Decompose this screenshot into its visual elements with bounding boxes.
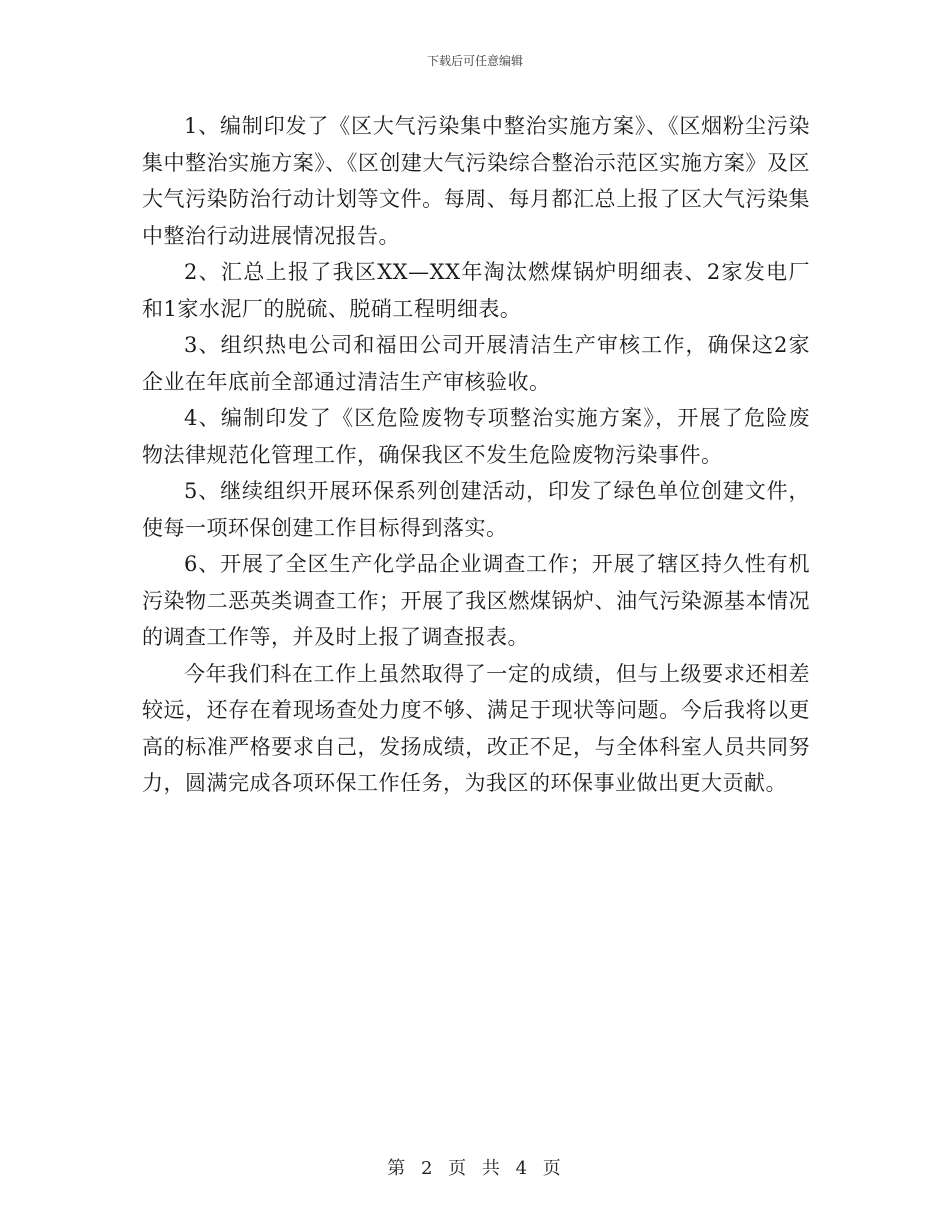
paragraph-item-4: 4、编制印发了《区危险废物专项整治实施方案》，开展了危险废物法律规范化管理工作，确保我区不发生危险废物污染事件。: [142, 406, 810, 467]
document-body: [142, 108, 810, 802]
paragraph-item-6: 6、开展了全区生产化学品企业调查工作；开展了辖区持久性有机污染物二恶英类调查工作；开展了我区燃煤锅炉、油气污染源基本情况的调查工作等，并及时上报了调查报表。: [142, 552, 810, 649]
paragraph-item-5: 5、继续组织开展环保系列创建活动，印发了绿色单位创建文件，使每一项环保创建工作目标得到落实。: [142, 479, 810, 540]
page-number-footer: 第 2 页 共 4 页: [387, 1158, 563, 1179]
paragraph-item-3: 3、组织热电公司和福田公司开展清洁生产审核工作，确保这2家企业在年底前全部通过清洁生产审核验收。: [142, 333, 810, 394]
paragraph-conclusion: 今年我们科在工作上虽然取得了一定的成绩，但与上级要求还相差较远，还存在着现场查处力度不够、满足于现状等问题。今后我将以更高的标准严格要求自己，发扬成绩，改正不足，与全体科室人员共同努力，圆满完成各项环保工作任务，为我区的环保事业做出更大贡献。: [142, 661, 810, 795]
page-header: 下载后可任意编辑: [426, 54, 523, 68]
paragraph-item-1: 1、编制印发了《区大气污染集中整治实施方案》、《区烟粉尘污染集中整治实施方案》、《区创建大气污染综合整治示范区实施方案》及区大气污染防治行动计划等文件。每周、每月都汇总上报了区大气污染集中整治行动进展情况报告。: [142, 114, 810, 248]
paragraph-item-2: 2、汇总上报了我区XX—XX年淘汰燃煤锅炉明细表、2家发电厂和1家水泥厂的脱硫、脱硝工程明细表。: [142, 260, 810, 321]
